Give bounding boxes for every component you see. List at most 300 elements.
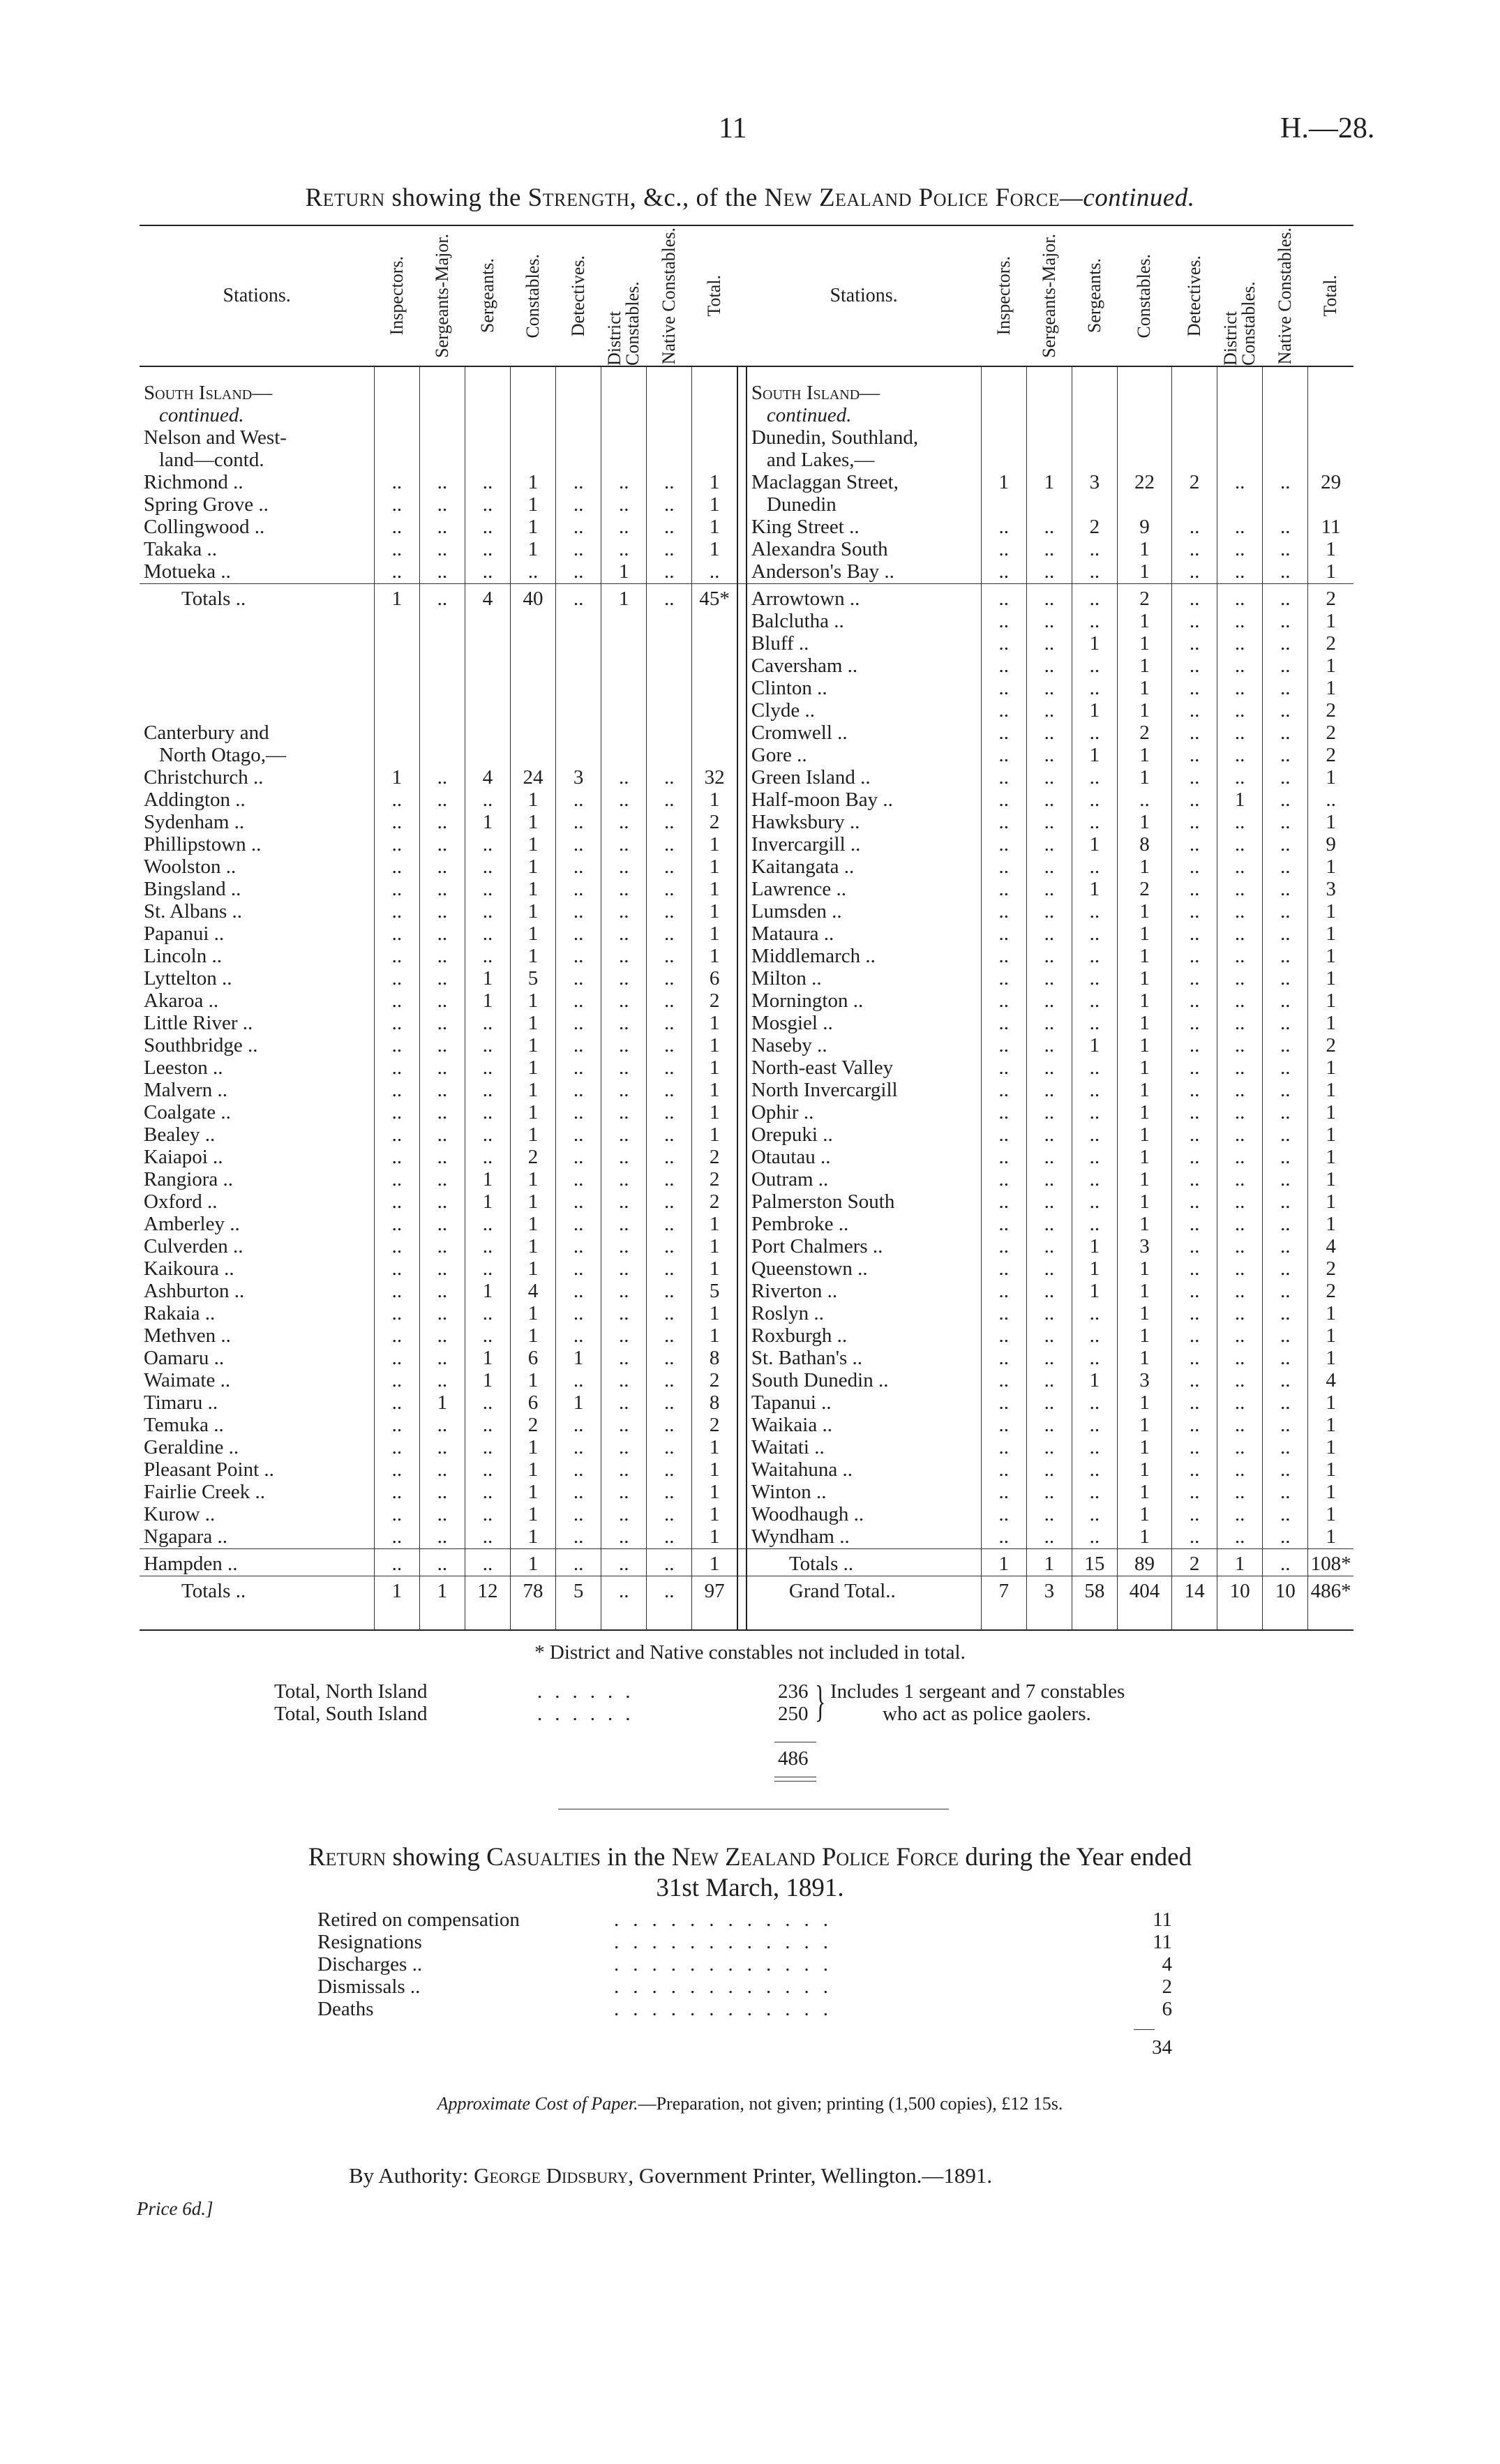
table-cell: 1 xyxy=(692,789,737,812)
table-cell: .. xyxy=(1172,1392,1217,1414)
table-cell xyxy=(1117,1603,1171,1630)
table-cell: .. xyxy=(374,812,419,834)
table-cell xyxy=(419,611,465,633)
column-gap xyxy=(737,1214,747,1236)
table-cell: .. xyxy=(1172,879,1217,901)
table-cell: .. xyxy=(981,1504,1026,1526)
table-cell: 1 xyxy=(692,516,737,539)
table-cell: .. xyxy=(1172,834,1217,856)
table-cell: .. xyxy=(647,472,692,494)
table-cell: 89 xyxy=(1117,1549,1171,1576)
table-cell: .. xyxy=(419,946,465,968)
table-cell: .. xyxy=(1217,1035,1263,1057)
header-district-constables-right: District Constables. xyxy=(1217,225,1263,366)
table-cell: .. xyxy=(981,856,1026,879)
table-cell xyxy=(692,1603,737,1630)
table-cell: .. xyxy=(1026,633,1072,655)
header-total-right: Total. xyxy=(1308,225,1353,366)
table-cell: 1 xyxy=(1117,1481,1171,1504)
table-cell xyxy=(419,678,465,700)
table-cell: .. xyxy=(419,1347,465,1370)
table-cell: .. xyxy=(465,1035,510,1057)
table-cell: .. xyxy=(1263,1549,1308,1576)
table-cell: 2 xyxy=(511,1147,556,1169)
column-gap xyxy=(737,767,747,789)
table-cell: .. xyxy=(1026,1370,1072,1392)
table-cell: 1 xyxy=(1308,1526,1353,1549)
station-name: Waikaia .. xyxy=(751,1414,832,1436)
table-cell: .. xyxy=(981,1258,1026,1280)
table-cell: 40 xyxy=(511,584,556,611)
table-cell: 1 xyxy=(1026,1549,1072,1576)
table-cell: .. xyxy=(647,1258,692,1280)
station-name: Hampden .. xyxy=(140,1549,374,1576)
header-total-left: Total. xyxy=(692,225,737,366)
casualty-value: 4 xyxy=(1162,1953,1172,1976)
table-cell: .. xyxy=(647,1576,692,1604)
station-name: King Street .. xyxy=(751,516,860,538)
table-cell: .. xyxy=(981,584,1026,611)
table-cell: .. xyxy=(601,1481,647,1504)
table-cell: .. xyxy=(981,1280,1026,1303)
table-cell: .. xyxy=(1263,745,1308,767)
table-cell xyxy=(692,722,737,745)
table-cell: .. xyxy=(374,1013,419,1035)
table-cell: .. xyxy=(556,516,601,539)
table-cell: .. xyxy=(419,1124,465,1147)
table-cell: .. xyxy=(419,812,465,834)
table-cell: .. xyxy=(465,1549,510,1576)
table-cell: .. xyxy=(1026,812,1072,834)
table-cell xyxy=(511,366,556,405)
table-cell: .. xyxy=(601,856,647,879)
table-cell xyxy=(1026,427,1072,449)
station-name: Half-moon Bay .. xyxy=(751,789,893,811)
table-cell: .. xyxy=(1217,1214,1263,1236)
station-name: Clinton .. xyxy=(751,678,827,699)
double-rule xyxy=(774,1777,816,1782)
station-name: Woolston .. xyxy=(144,856,237,878)
table-cell: 78 xyxy=(511,1576,556,1604)
table-cell: .. xyxy=(1217,1124,1263,1147)
station-name: Winton .. xyxy=(751,1481,827,1503)
table-cell: .. xyxy=(601,1102,647,1124)
table-cell: .. xyxy=(601,1303,647,1325)
table-cell: 1 xyxy=(1308,1504,1353,1526)
table-cell xyxy=(465,722,510,745)
table-cell: 1 xyxy=(465,968,510,990)
table-cell xyxy=(1263,405,1308,427)
table-row xyxy=(140,879,1353,901)
table-cell xyxy=(1263,449,1308,472)
station-name: Naseby .. xyxy=(751,1035,827,1056)
table-cell: .. xyxy=(1263,1370,1308,1392)
station-name: Waimate .. xyxy=(144,1370,231,1391)
table-cell: 1 xyxy=(1117,1325,1171,1347)
table-cell: .. xyxy=(556,1191,601,1214)
title-return: Return xyxy=(305,184,385,212)
table-cell: .. xyxy=(1217,472,1263,494)
table-cell: .. xyxy=(1217,1392,1263,1414)
table-cell: .. xyxy=(1172,812,1217,834)
table-cell: 1 xyxy=(465,1191,510,1214)
station-name: Queenstown .. xyxy=(751,1258,868,1280)
table-cell: .. xyxy=(374,1549,419,1576)
table-cell: 1 xyxy=(1117,968,1171,990)
table-cell: .. xyxy=(419,1280,465,1303)
title-rest: &c., of the xyxy=(636,184,765,212)
table-cell: .. xyxy=(1072,1303,1117,1325)
table-row xyxy=(140,678,1353,700)
station-name: North Otago,— xyxy=(159,745,287,766)
station-name: Spring Grove .. xyxy=(144,494,269,516)
table-cell: .. xyxy=(981,990,1026,1013)
column-gap xyxy=(737,1280,747,1303)
table-cell: .. xyxy=(1217,1236,1263,1258)
table-cell: .. xyxy=(556,812,601,834)
table-row xyxy=(140,1392,1353,1414)
table-cell: .. xyxy=(419,990,465,1013)
station-name: Amberley .. xyxy=(144,1214,240,1235)
table-cell: .. xyxy=(1026,1057,1072,1080)
table-cell: .. xyxy=(419,1526,465,1549)
station-name: Coalgate .. xyxy=(144,1102,231,1123)
table-cell: .. xyxy=(981,1035,1026,1057)
table-cell: 1 xyxy=(981,472,1026,494)
station-name: Wyndham .. xyxy=(751,1526,850,1548)
station-name xyxy=(140,700,374,722)
station-name: Cromwell .. xyxy=(751,722,848,744)
table-cell: .. xyxy=(647,923,692,946)
table-cell xyxy=(1117,449,1171,472)
column-gap xyxy=(737,539,747,561)
table-cell: .. xyxy=(1026,789,1072,812)
table-cell: .. xyxy=(1217,1191,1263,1214)
table-row xyxy=(140,427,1353,449)
table-cell: 1 xyxy=(511,789,556,812)
table-cell: 1 xyxy=(1308,1169,1353,1191)
table-cell: .. xyxy=(1263,812,1308,834)
table-cell: .. xyxy=(647,516,692,539)
table-cell: .. xyxy=(374,1035,419,1057)
table-cell: .. xyxy=(1072,1504,1117,1526)
table-cell: .. xyxy=(1263,1191,1308,1214)
table-cell: 1 xyxy=(692,1214,737,1236)
column-gap xyxy=(737,1013,747,1035)
table-cell: .. xyxy=(601,1549,647,1576)
table-cell: .. xyxy=(601,1437,647,1459)
station-name: Lawrence .. xyxy=(751,879,846,900)
table-cell: .. xyxy=(374,1169,419,1191)
table-cell: .. xyxy=(1026,516,1072,539)
casualties-title-nz: New Zealand xyxy=(671,1843,816,1872)
header-native-constables-right: Native Constables. xyxy=(1263,225,1308,366)
table-cell: 1 xyxy=(1308,1124,1353,1147)
table-cell xyxy=(1072,366,1117,405)
table-cell: .. xyxy=(647,1280,692,1303)
table-cell xyxy=(374,611,419,633)
table-cell: .. xyxy=(981,1437,1026,1459)
table-cell: .. xyxy=(647,767,692,789)
table-cell xyxy=(465,366,510,405)
table-cell: .. xyxy=(465,1102,510,1124)
table-cell: .. xyxy=(1172,611,1217,633)
table-cell: .. xyxy=(1026,1325,1072,1347)
table-cell: 29 xyxy=(1308,472,1353,494)
table-cell: .. xyxy=(374,946,419,968)
table-cell: .. xyxy=(1263,1392,1308,1414)
table-cell: 1 xyxy=(1117,1080,1171,1102)
table-cell: 1 xyxy=(511,1102,556,1124)
table-cell: .. xyxy=(1026,1347,1072,1370)
price xyxy=(137,2198,213,2220)
table-cell: .. xyxy=(1026,1147,1072,1169)
table-cell: .. xyxy=(374,1191,419,1214)
table-cell: .. xyxy=(556,1236,601,1258)
table-cell: .. xyxy=(465,472,510,494)
table-cell: .. xyxy=(419,1437,465,1459)
table-cell: .. xyxy=(556,1414,601,1437)
table-cell: .. xyxy=(419,516,465,539)
table-cell: 1 xyxy=(1308,812,1353,834)
table-cell: .. xyxy=(1172,655,1217,678)
table-cell: 2 xyxy=(1117,584,1171,611)
table-cell: .. xyxy=(1263,1280,1308,1303)
column-gap xyxy=(737,516,747,539)
table-cell: .. xyxy=(1072,1437,1117,1459)
table-cell: .. xyxy=(556,1214,601,1236)
table-cell: 2 xyxy=(1308,700,1353,722)
column-gap xyxy=(737,812,747,834)
table-cell xyxy=(692,678,737,700)
table-cell: .. xyxy=(601,968,647,990)
table-cell: 1 xyxy=(511,1459,556,1481)
police-strength-table xyxy=(140,225,1353,1631)
table-cell: .. xyxy=(419,1258,465,1280)
table-cell xyxy=(1263,494,1308,516)
table-cell xyxy=(647,678,692,700)
table-cell: 1 xyxy=(1308,539,1353,561)
table-cell: 1 xyxy=(1308,1191,1353,1214)
station-name: Woodhaugh .. xyxy=(751,1504,864,1525)
station-name: Rakaia .. xyxy=(144,1303,216,1324)
table-cell: .. xyxy=(1172,633,1217,655)
table-row xyxy=(140,1214,1353,1236)
table-cell: .. xyxy=(981,1414,1026,1437)
table-cell: .. xyxy=(1072,901,1117,923)
table-cell: .. xyxy=(647,1035,692,1057)
table-cell: .. xyxy=(1172,1414,1217,1437)
station-name: Lyttelton .. xyxy=(144,968,232,990)
table-cell: 58 xyxy=(1072,1576,1117,1604)
table-cell xyxy=(374,745,419,767)
table-cell xyxy=(419,366,465,405)
table-cell xyxy=(1026,366,1072,405)
table-cell: .. xyxy=(1263,901,1308,923)
table-cell: .. xyxy=(1217,561,1263,584)
table-cell: .. xyxy=(465,1325,510,1347)
table-cell: .. xyxy=(1263,1303,1308,1325)
column-gap xyxy=(737,923,747,946)
table-cell: 1 xyxy=(1308,767,1353,789)
table-cell: .. xyxy=(601,1504,647,1526)
table-cell: 1 xyxy=(1308,856,1353,879)
table-row xyxy=(140,968,1353,990)
table-cell: 1 xyxy=(465,1347,510,1370)
station-name: Bingsland .. xyxy=(144,879,241,900)
table-cell xyxy=(601,427,647,449)
table-cell: .. xyxy=(465,1526,510,1549)
table-cell: .. xyxy=(419,1549,465,1576)
table-cell: 1 xyxy=(692,472,737,494)
table-cell xyxy=(647,611,692,633)
table-cell: .. xyxy=(1172,789,1217,812)
table-cell: 4 xyxy=(465,584,510,611)
casualty-value: 11 xyxy=(1153,1909,1172,1931)
column-gap xyxy=(737,1102,747,1124)
table-cell: 2 xyxy=(1172,1549,1217,1576)
table-cell: 1 xyxy=(1072,1236,1117,1258)
table-cell: 1 xyxy=(692,1258,737,1280)
table-cell xyxy=(981,405,1026,427)
authority-line xyxy=(349,2163,992,2188)
table-cell: .. xyxy=(556,923,601,946)
table-cell: 1 xyxy=(692,1459,737,1481)
table-cell: .. xyxy=(1263,1102,1308,1124)
table-cell xyxy=(1026,494,1072,516)
table-cell: .. xyxy=(1263,1214,1308,1236)
table-row xyxy=(140,990,1353,1013)
table-cell: .. xyxy=(1263,923,1308,946)
table-cell: 4 xyxy=(1308,1370,1353,1392)
authority-rest: Government Printer, Wellington.—1891. xyxy=(633,2163,993,2188)
gaoler-note-line2: who act as police gaolers. xyxy=(883,1703,1091,1725)
table-cell: 2 xyxy=(692,1169,737,1191)
table-cell: 1 xyxy=(1217,789,1263,812)
station-name: Leeston .. xyxy=(144,1057,223,1079)
table-cell: 2 xyxy=(1308,722,1353,745)
table-cell xyxy=(647,655,692,678)
table-cell: .. xyxy=(1026,1013,1072,1035)
table-cell: .. xyxy=(981,1191,1026,1214)
table-cell xyxy=(601,1603,647,1630)
table-cell: 15 xyxy=(1072,1549,1117,1576)
table-cell: .. xyxy=(1172,1504,1217,1526)
table-cell xyxy=(981,1603,1026,1630)
table-cell: .. xyxy=(647,1414,692,1437)
table-cell: 8 xyxy=(1117,834,1171,856)
table-cell xyxy=(601,745,647,767)
table-cell: 11 xyxy=(1308,516,1353,539)
table-cell: 1 xyxy=(1117,767,1171,789)
station-name: Dunedin xyxy=(766,494,837,516)
table-cell: .. xyxy=(1217,1080,1263,1102)
station-name: Oxford .. xyxy=(144,1191,218,1213)
table-cell: .. xyxy=(647,494,692,516)
table-cell: 1 xyxy=(511,1437,556,1459)
table-cell xyxy=(465,405,510,427)
north-island-value: 236 xyxy=(778,1680,809,1703)
table-cell: .. xyxy=(1026,1191,1072,1214)
table-cell: .. xyxy=(1263,879,1308,901)
column-gap xyxy=(737,611,747,633)
table-cell xyxy=(1172,405,1217,427)
table-cell: .. xyxy=(1072,1080,1117,1102)
table-cell: .. xyxy=(647,1325,692,1347)
table-cell: .. xyxy=(647,1102,692,1124)
column-gap xyxy=(737,561,747,584)
table-cell xyxy=(374,678,419,700)
table-cell: .. xyxy=(1026,1392,1072,1414)
table-cell: .. xyxy=(556,1035,601,1057)
table-cell: .. xyxy=(647,856,692,879)
table-cell: .. xyxy=(1026,722,1072,745)
table-cell: .. xyxy=(374,1303,419,1325)
table-cell: .. xyxy=(647,879,692,901)
station-name: South Island— xyxy=(751,382,880,404)
table-cell: .. xyxy=(1072,1526,1117,1549)
table-cell xyxy=(1217,427,1263,449)
casualties-title-line2: 31st March, 1891. xyxy=(656,1874,844,1902)
table-cell: 14 xyxy=(1172,1576,1217,1604)
table-cell: .. xyxy=(1172,856,1217,879)
table-cell: 1 xyxy=(1117,1147,1171,1169)
table-row xyxy=(140,834,1353,856)
table-cell: 1 xyxy=(511,1258,556,1280)
table-cell xyxy=(556,449,601,472)
table-cell xyxy=(601,655,647,678)
table-row xyxy=(140,449,1353,472)
table-cell: .. xyxy=(1172,1191,1217,1214)
table-cell: 1 xyxy=(1117,1280,1171,1303)
column-gap xyxy=(737,449,747,472)
table-cell xyxy=(556,1603,601,1630)
table-cell: .. xyxy=(647,990,692,1013)
table-row xyxy=(140,700,1353,722)
column-gap xyxy=(737,1124,747,1147)
table-row xyxy=(140,516,1353,539)
table-cell: .. xyxy=(1172,767,1217,789)
casualties-title-in: in the xyxy=(600,1843,672,1872)
casualty-label: Dismissals .. xyxy=(317,1976,421,1998)
table-cell: .. xyxy=(374,1147,419,1169)
table-cell: 1 xyxy=(1072,1258,1117,1280)
casualties-title xyxy=(0,1842,1500,1872)
table-cell: .. xyxy=(1026,834,1072,856)
station-name: Outram .. xyxy=(751,1169,829,1190)
table-cell: .. xyxy=(1217,1437,1263,1459)
table-cell: .. xyxy=(1026,1280,1072,1303)
table-cell xyxy=(647,405,692,427)
table-cell: .. xyxy=(1072,1414,1117,1437)
table-cell: .. xyxy=(1217,834,1263,856)
table-row xyxy=(140,1013,1353,1035)
table-cell: 2 xyxy=(692,1414,737,1437)
table-cell: .. xyxy=(1217,1280,1263,1303)
table-cell: 1 xyxy=(692,1303,737,1325)
table-cell: .. xyxy=(465,946,510,968)
table-cell: 45* xyxy=(692,584,737,611)
table-cell: .. xyxy=(1026,946,1072,968)
station-name: Clyde .. xyxy=(751,700,815,722)
table-cell: 4 xyxy=(465,767,510,789)
table-cell: .. xyxy=(465,561,510,584)
table-cell xyxy=(1117,494,1171,516)
column-gap xyxy=(737,1258,747,1280)
table-cell: 1 xyxy=(511,856,556,879)
station-name: land—contd. xyxy=(159,449,264,471)
table-cell: .. xyxy=(1172,1280,1217,1303)
